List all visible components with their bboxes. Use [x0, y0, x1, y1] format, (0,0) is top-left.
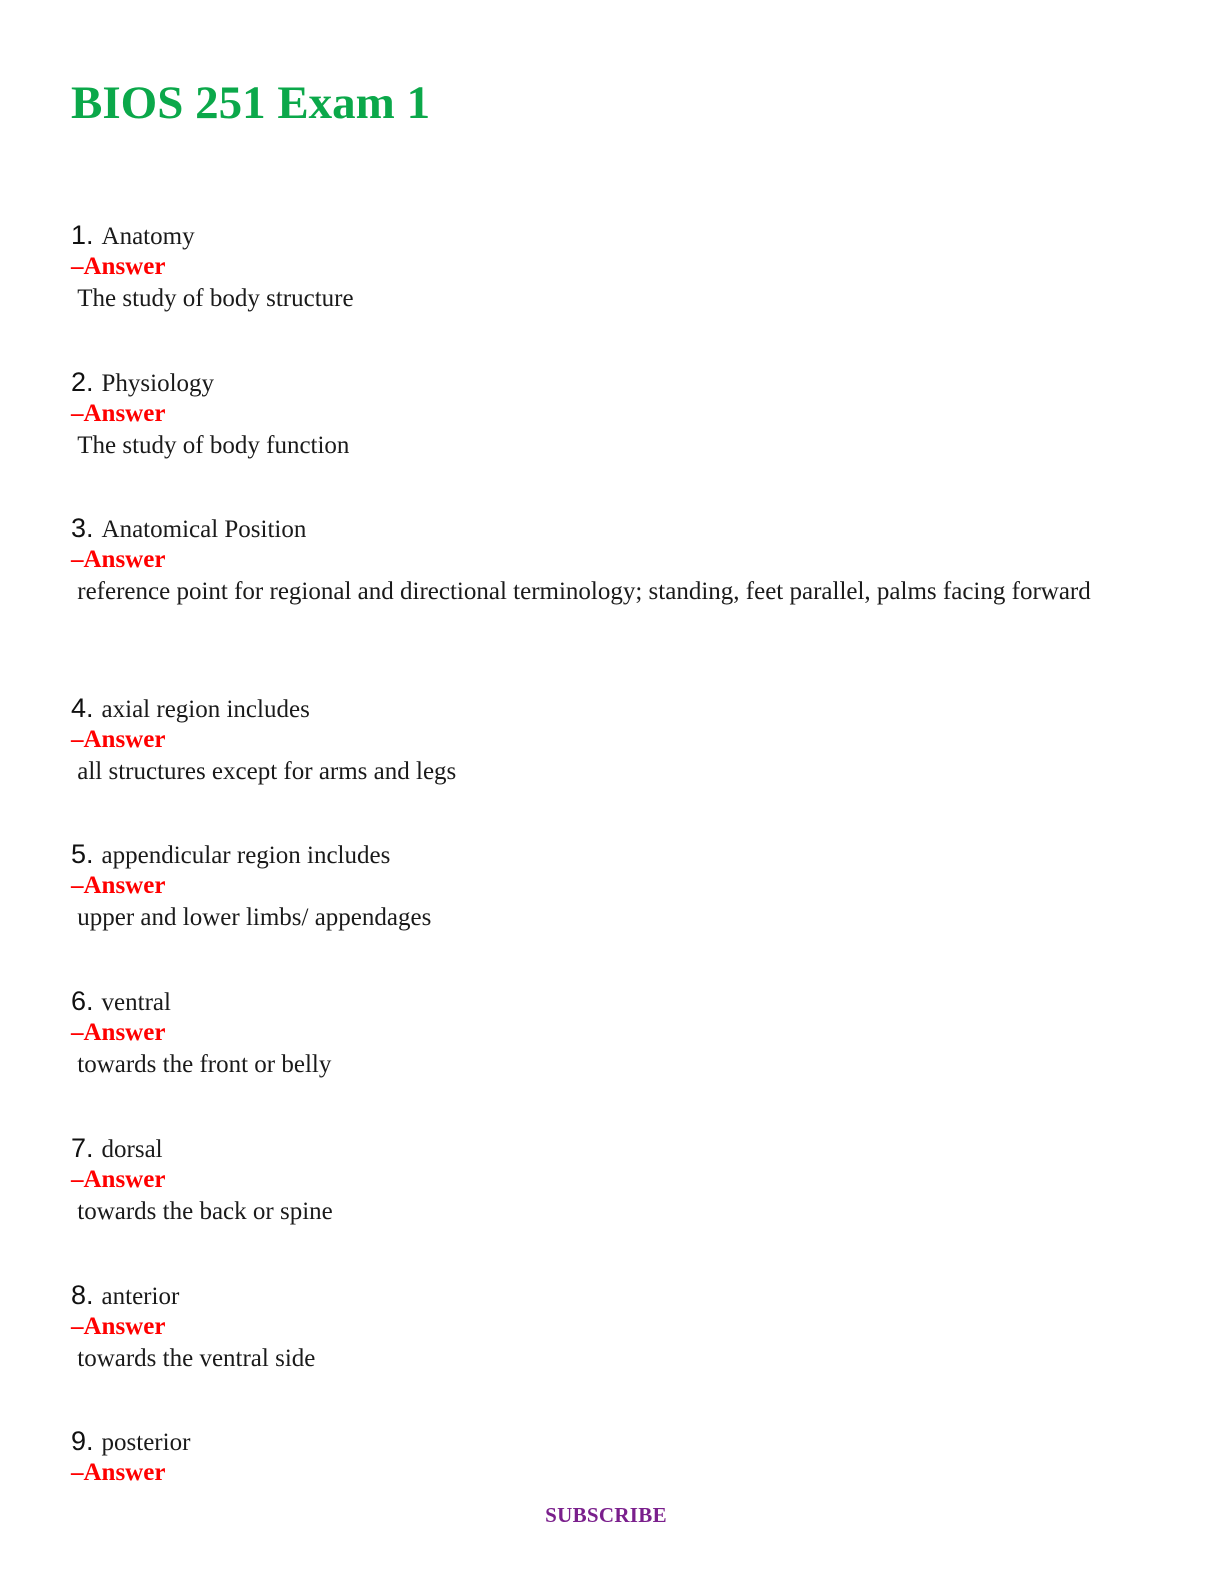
answer-text: all structures except for arms and legs	[71, 758, 457, 785]
question-item-4	[71, 692, 1131, 788]
question-item-5	[71, 838, 1131, 934]
document-title: BIOS 251 Exam 1	[71, 77, 431, 129]
answer-label: –Answer	[71, 1019, 166, 1046]
answer-text: The study of body structure	[71, 285, 354, 312]
question-term: Anatomy	[101, 223, 195, 250]
question-term: appendicular region includes	[101, 842, 391, 869]
question-term: ventral	[101, 989, 171, 1016]
question-item-6	[71, 985, 1131, 1081]
question-number: 9.	[71, 1426, 94, 1456]
question-number: 4.	[71, 693, 94, 723]
question-number: 3.	[71, 513, 94, 543]
answer-label: –Answer	[71, 546, 166, 573]
answer-text: upper and lower limbs/ appendages	[71, 904, 432, 931]
question-number: 5.	[71, 839, 94, 869]
question-number: 8.	[71, 1280, 94, 1310]
answer-label: –Answer	[71, 872, 166, 899]
question-term: dorsal	[101, 1136, 163, 1163]
question-item-7	[71, 1132, 1131, 1228]
answer-text: The study of body function	[71, 432, 350, 459]
answer-text: towards the back or spine	[71, 1198, 333, 1225]
question-term: Anatomical Position	[101, 516, 307, 543]
answer-label: –Answer	[71, 1166, 166, 1193]
question-number: 7.	[71, 1133, 94, 1163]
question-item-8	[71, 1279, 1131, 1375]
answer-label: –Answer	[71, 400, 166, 427]
question-item-2	[71, 366, 1131, 462]
question-number: 6.	[71, 986, 94, 1016]
answer-label: –Answer	[71, 1459, 166, 1486]
question-term: anterior	[101, 1283, 180, 1310]
question-term: axial region includes	[101, 696, 310, 723]
question-number: 2.	[71, 367, 94, 397]
question-item-1	[71, 219, 1131, 315]
question-number: 1.	[71, 220, 94, 250]
answer-label: –Answer	[71, 1313, 166, 1340]
question-term: posterior	[101, 1429, 191, 1456]
answer-label: –Answer	[71, 253, 166, 280]
question-term: Physiology	[101, 370, 215, 397]
answer-label: –Answer	[71, 726, 166, 753]
subscribe-link[interactable]: SUBSCRIBE	[545, 1503, 667, 1527]
question-item-9	[71, 1425, 1131, 1489]
answer-text: towards the ventral side	[71, 1345, 316, 1372]
answer-text: reference point for regional and directional terminology; standing, feet parallel, palms facing forward	[71, 578, 1091, 605]
answer-text: towards the front or belly	[71, 1051, 332, 1078]
question-item-3	[71, 512, 1131, 608]
